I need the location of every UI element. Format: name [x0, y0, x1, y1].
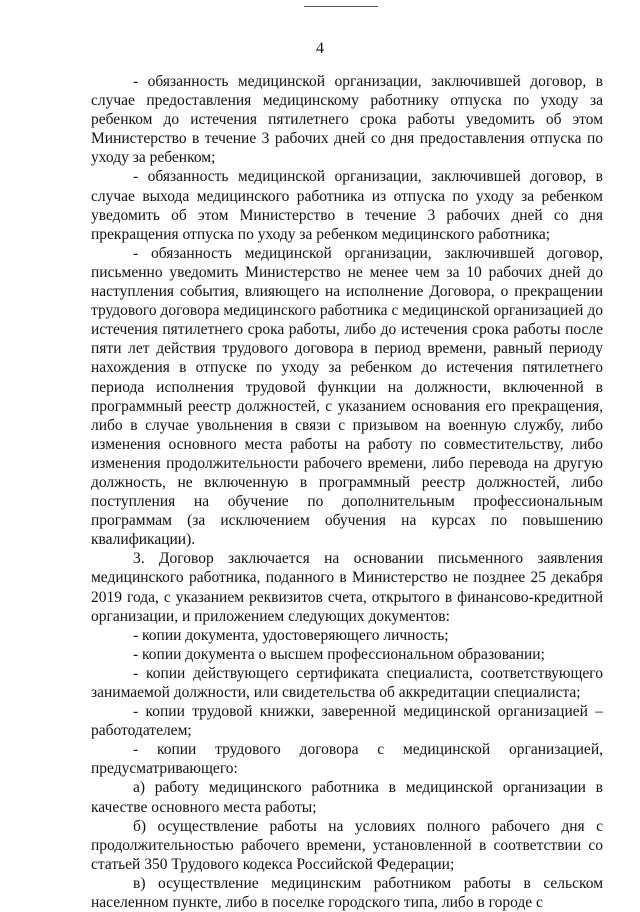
paragraph-4: 3. Договор заключается на основании письменного заявления медицинского работника, поданного в Министерство не позднее 25 декабря 2019 года, с указанием реквизитов счета, открытого в финансово-кредитной организации, и приложением следующих документов:: [91, 550, 603, 625]
page-number: 4: [316, 40, 324, 57]
document-body: [91, 72, 603, 912]
top-rule: [304, 6, 378, 7]
subitem-b: б) осуществление работы на условиях полного рабочего дня с продолжительностью рабочего времени, установленной в соответствии со статьей 350 Трудового кодекса Российской Федерации;: [91, 817, 603, 873]
paragraph-3: - обязанность медицинской организации, заключившей договор, письменно уведомить Министерство не менее чем за 10 рабочих дней до наступления события, влияющего на исполнение Договора, о прекращении трудового договора медицинского работника с медицинской организацией до истечения пятилетнего срока работы, либо до истечения срока работы после пяти лет действия трудового договора в период времени, равный периоду нахождения в отпуске по уходу за ребенком до истечения пятилетнего периода исполнения трудовой функции на должности, включенной в программный реестр должностей, с указанием основания его прекращения, либо в случае увольнения в связи с призывом на военную службу, либо изменения основного места работы на работу по совместительству, либо изменения продолжительности рабочего времени, либо перевода на другую должность, не включенную в программный реестр должностей, либо поступления на обучение по дополнительным профессиональным программам (за исключением обучения на курсах по повышению квалификации).: [91, 244, 603, 549]
list-item-education-document: - копии документа о высшем профессиональном образовании;: [133, 645, 545, 663]
subitem-c: в) осуществление медицинским работником работы в сельском населенном пункте, либо в поселке городского типа, либо в городе с: [91, 874, 603, 912]
subitem-a: а) работу медицинского работника в медицинской организации в качестве основного места работы;: [91, 779, 603, 816]
list-item-identity-document: - копии документа, удостоверяющего личность;: [133, 626, 449, 644]
paragraph-1: - обязанность медицинской организации, заключившей договор, в случае предоставления медицинскому работнику отпуска по уходу за ребенком до истечения пятилетнего срока работы уведомить об этом Министерство в течение 3 рабочих дней со дня предоставления отпуска по уходу за ребенком;: [91, 73, 603, 167]
paragraph-2: - обязанность медицинской организации, заключившей договор, в случае выхода медицинского работника из отпуска по уходу за ребенком уведомить об этом Министерство в течение 3 рабочих дней со дня прекращения отпуска по уходу за ребенком медицинского работника;: [91, 168, 603, 243]
list-item-specialist-certificate: - копии действующего сертификата специалиста, соответствующего занимаемой должности, или свидетельства об аккредитации специалиста;: [91, 664, 603, 701]
list-item-work-book: - копии трудовой книжки, заверенной медицинской организацией – работодателем;: [91, 703, 603, 740]
list-item-employment-contract: - копии трудового договора с медицинской организацией, предусматривающего:: [91, 741, 603, 778]
